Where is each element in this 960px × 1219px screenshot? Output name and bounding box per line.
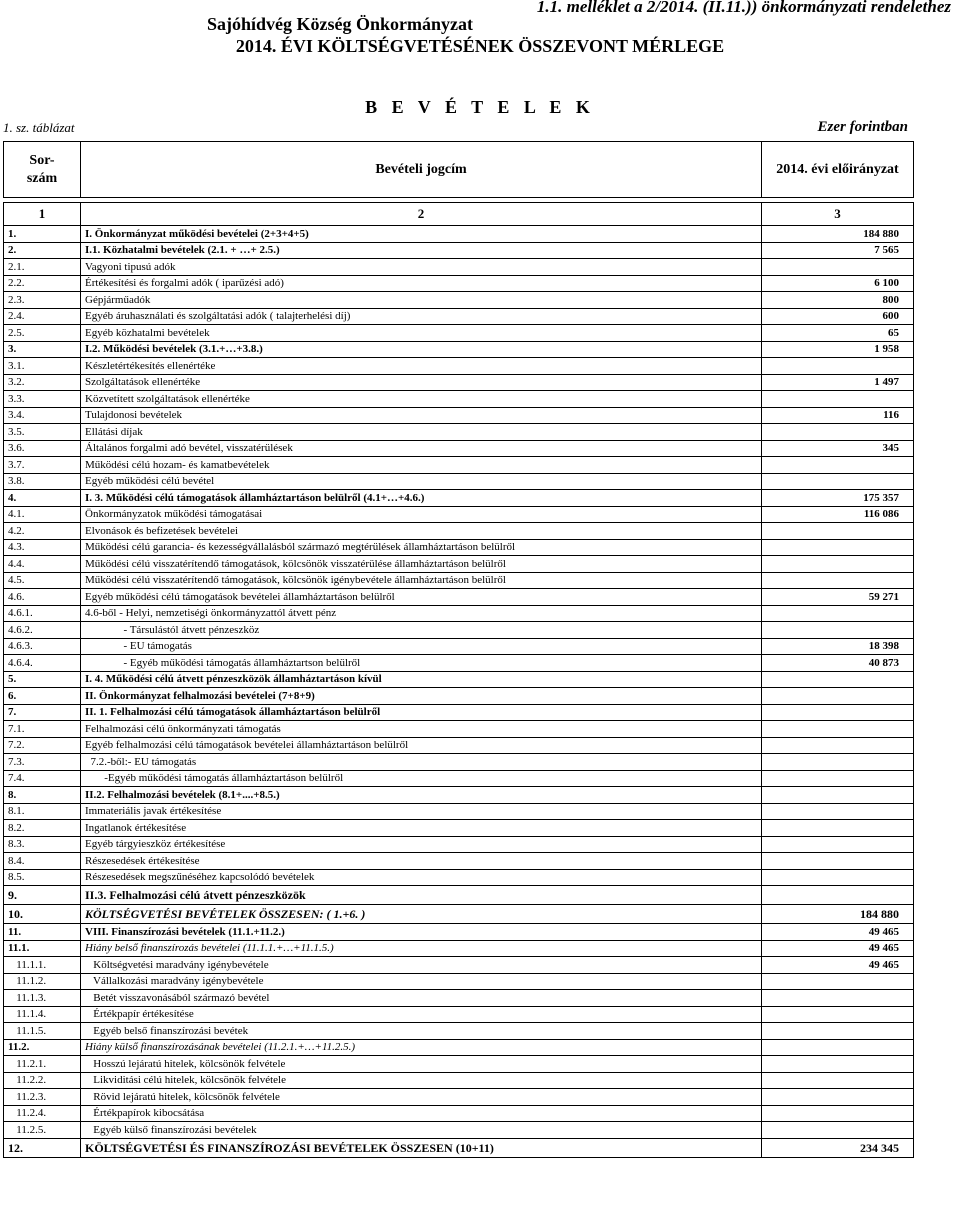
table-row xyxy=(4,325,914,342)
table-row xyxy=(4,226,914,243)
row-amount xyxy=(762,1056,914,1073)
table-row xyxy=(4,671,914,688)
row-title: Értékesítési és forgalmi adók ( iparűzési adó) xyxy=(81,275,762,292)
table-row xyxy=(4,1006,914,1023)
row-title: Hosszú lejáratú hitelek, kölcsönök felvétele xyxy=(81,1056,762,1073)
table-row xyxy=(4,1122,914,1139)
row-title: Működési célú visszatérítendő támogatások, kölcsönök igénybevétele államháztartáson belülről xyxy=(81,572,762,589)
row-amount xyxy=(762,473,914,490)
row-amount xyxy=(762,704,914,721)
row-title: II. 1. Felhalmozási célú támogatások államháztartáson belülről xyxy=(81,704,762,721)
row-serial: 7. xyxy=(4,704,81,721)
row-serial: 11. xyxy=(4,924,81,941)
row-title: 4.6-ből - Helyi, nemzetiségi önkormányzattól átvett pénz xyxy=(81,605,762,622)
row-amount: 59 271 xyxy=(762,589,914,606)
table-row xyxy=(4,1138,914,1157)
row-amount: 18 398 xyxy=(762,638,914,655)
header-amount: 2014. évi előirányzat xyxy=(762,142,914,198)
table-row xyxy=(4,523,914,540)
annex-reference: 1.1. melléklet a 2/2014. (II.11.)) önkormányzati rendelethez xyxy=(536,0,951,16)
row-amount xyxy=(762,424,914,441)
row-title: Immateriális javak értékesítése xyxy=(81,803,762,820)
row-title: Értékpapírok kibocsátása xyxy=(81,1105,762,1122)
row-amount xyxy=(762,737,914,754)
row-amount: 6 100 xyxy=(762,275,914,292)
row-title: Általános forgalmi adó bevétel, visszatérülések xyxy=(81,440,762,457)
row-serial: 4.6.4. xyxy=(4,655,81,672)
row-amount xyxy=(762,671,914,688)
table-row xyxy=(4,440,914,457)
table-row xyxy=(4,770,914,787)
row-serial: 4.5. xyxy=(4,572,81,589)
row-title: Készletértékesítés ellenértéke xyxy=(81,358,762,375)
row-serial: 9. xyxy=(4,886,81,905)
row-title: Egyéb működési célú bevétel xyxy=(81,473,762,490)
row-title: Betét visszavonásából származó bevétel xyxy=(81,990,762,1007)
row-amount xyxy=(762,539,914,556)
table-row xyxy=(4,292,914,309)
table-row xyxy=(4,1039,914,1056)
row-amount xyxy=(762,770,914,787)
row-serial: 7.2. xyxy=(4,737,81,754)
row-amount xyxy=(762,754,914,771)
row-title: I. Önkormányzat működési bevételei (2+3+4+5) xyxy=(81,226,762,243)
row-serial: 3.2. xyxy=(4,374,81,391)
header-row xyxy=(4,142,914,198)
row-amount xyxy=(762,721,914,738)
row-amount: 116 xyxy=(762,407,914,424)
row-title: Részesedések értékesítése xyxy=(81,853,762,870)
row-title: Egyéb tárgyieszköz értékesítése xyxy=(81,836,762,853)
row-amount xyxy=(762,787,914,804)
row-title: Hiány külső finanszírozásának bevételei (11.2.1.+…+11.2.5.) xyxy=(81,1039,762,1056)
row-serial: 3.7. xyxy=(4,457,81,474)
row-amount xyxy=(762,973,914,990)
row-serial: 8.1. xyxy=(4,803,81,820)
row-title: Gépjárműadók xyxy=(81,292,762,309)
row-amount xyxy=(762,457,914,474)
table-row xyxy=(4,391,914,408)
row-title: Felhalmozási célú önkormányzati támogatás xyxy=(81,721,762,738)
table-number: 1. sz. táblázat xyxy=(3,120,75,135)
table-row xyxy=(4,275,914,292)
row-title: Részesedések megszűnéséhez kapcsolódó bevételek xyxy=(81,869,762,886)
row-title: KÖLTSÉGVETÉSI ÉS FINANSZÍROZÁSI BEVÉTELEK ÖSSZESEN (10+11) xyxy=(81,1138,762,1157)
row-serial: 11.2.1. xyxy=(4,1056,81,1073)
table-row xyxy=(4,407,914,424)
table-row xyxy=(4,1105,914,1122)
table-row xyxy=(4,957,914,974)
row-serial: 11.2.3. xyxy=(4,1089,81,1106)
row-amount xyxy=(762,572,914,589)
row-title: Rövid lejáratú hitelek, kölcsönök felvétele xyxy=(81,1089,762,1106)
row-serial: 4.3. xyxy=(4,539,81,556)
row-title: Elvonások és befizetések bevételei xyxy=(81,523,762,540)
row-title: I.2. Működési bevételek (3.1.+…+3.8.) xyxy=(81,341,762,358)
row-title: - Társulástól átvett pénzeszköz xyxy=(81,622,762,639)
row-serial: 8.2. xyxy=(4,820,81,837)
row-amount xyxy=(762,622,914,639)
row-serial: 3.1. xyxy=(4,358,81,375)
row-serial: 4.6. xyxy=(4,589,81,606)
row-amount xyxy=(762,1072,914,1089)
row-title: VIII. Finanszírozási bevételek (11.1.+11.2.) xyxy=(81,924,762,941)
row-amount: 234 345 xyxy=(762,1138,914,1157)
row-amount xyxy=(762,358,914,375)
row-title: Szolgáltatások ellenértéke xyxy=(81,374,762,391)
row-amount: 1 497 xyxy=(762,374,914,391)
row-serial: 8.3. xyxy=(4,836,81,853)
row-title: II. Önkormányzat felhalmozási bevételei (7+8+9) xyxy=(81,688,762,705)
table-row xyxy=(4,424,914,441)
row-serial: 5. xyxy=(4,671,81,688)
row-amount xyxy=(762,853,914,870)
row-serial: 6. xyxy=(4,688,81,705)
row-amount xyxy=(762,1122,914,1139)
table-row xyxy=(4,506,914,523)
colnum-1: 1 xyxy=(4,203,81,226)
row-serial: 2.1. xyxy=(4,259,81,276)
table-row xyxy=(4,308,914,325)
table-row xyxy=(4,572,914,589)
row-title: II.2. Felhalmozási bevételek (8.1+....+8.5.) xyxy=(81,787,762,804)
row-amount: 7 565 xyxy=(762,242,914,259)
row-amount xyxy=(762,523,914,540)
table-row xyxy=(4,1089,914,1106)
row-title: Közvetített szolgáltatások ellenértéke xyxy=(81,391,762,408)
document-title: Sajóhídvég Község Önkormányzat xyxy=(206,14,473,34)
table-row xyxy=(4,905,914,924)
row-title: Egyéb külső finanszírozási bevételek xyxy=(81,1122,762,1139)
row-serial: 3.8. xyxy=(4,473,81,490)
budget-table xyxy=(3,141,914,1158)
row-title: 7.2.-ből:- EU támogatás xyxy=(81,754,762,771)
table-row xyxy=(4,737,914,754)
row-serial: 4.6.2. xyxy=(4,622,81,639)
header-title: Bevételi jogcím xyxy=(81,142,762,198)
row-title: Vagyoni tipusú adók xyxy=(81,259,762,276)
row-amount xyxy=(762,836,914,853)
row-amount: 49 465 xyxy=(762,924,914,941)
table-row xyxy=(4,704,914,721)
row-amount: 65 xyxy=(762,325,914,342)
row-amount: 175 357 xyxy=(762,490,914,507)
row-title: - Egyéb működési támogatás államháztartson belülről xyxy=(81,655,762,672)
table-row xyxy=(4,990,914,1007)
row-serial: 7.4. xyxy=(4,770,81,787)
table-row xyxy=(4,688,914,705)
row-serial: 11.1.3. xyxy=(4,990,81,1007)
row-serial: 2.4. xyxy=(4,308,81,325)
row-title: Egyéb közhatalmi bevételek xyxy=(81,325,762,342)
row-title: Egyéb működési célú támogatások bevételei államháztartáson belülről xyxy=(81,589,762,606)
row-amount xyxy=(762,1039,914,1056)
row-title: Vállalkozási maradvány igénybevétele xyxy=(81,973,762,990)
row-serial: 8.5. xyxy=(4,869,81,886)
table-row xyxy=(4,1056,914,1073)
row-title: Egyéb felhalmozási célú támogatások bevételei államháztartáson belülről xyxy=(81,737,762,754)
table-row xyxy=(4,754,914,771)
row-amount: 184 880 xyxy=(762,226,914,243)
row-amount xyxy=(762,1023,914,1040)
row-amount xyxy=(762,1089,914,1106)
row-amount: 600 xyxy=(762,308,914,325)
row-serial: 3.6. xyxy=(4,440,81,457)
document-subtitle: 2014. ÉVI KÖLTSÉGVETÉSÉNEK ÖSSZEVONT MÉRLEGE xyxy=(235,36,725,56)
row-serial: 4.1. xyxy=(4,506,81,523)
row-serial: 4.6.3. xyxy=(4,638,81,655)
row-title: Hiány belső finanszírozás bevételei (11.1.1.+…+11.1.5.) xyxy=(81,940,762,957)
table-row xyxy=(4,539,914,556)
table-row xyxy=(4,358,914,375)
table-row xyxy=(4,869,914,886)
row-title: I. 4. Működési célú átvett pénzeszközök államháztartáson kívül xyxy=(81,671,762,688)
row-serial: 11.1.5. xyxy=(4,1023,81,1040)
colnum-2: 2 xyxy=(81,203,762,226)
row-serial: 7.1. xyxy=(4,721,81,738)
row-title: Önkormányzatok működési támogatásai xyxy=(81,506,762,523)
row-amount: 116 086 xyxy=(762,506,914,523)
table-row xyxy=(4,1023,914,1040)
row-title: KÖLTSÉGVETÉSI BEVÉTELEK ÖSSZESEN: ( 1.+6. ) xyxy=(81,905,762,924)
row-amount xyxy=(762,886,914,905)
row-title: Ingatlanok értékesítése xyxy=(81,820,762,837)
row-amount xyxy=(762,803,914,820)
table-row xyxy=(4,638,914,655)
table-row xyxy=(4,655,914,672)
row-title: Likviditási célú hitelek, kölcsönök felvétele xyxy=(81,1072,762,1089)
table-row xyxy=(4,940,914,957)
row-title: Költségvetési maradvány igénybevétele xyxy=(81,957,762,974)
unit-label: Ezer forintban xyxy=(817,119,908,135)
row-serial: 3.4. xyxy=(4,407,81,424)
row-serial: 8.4. xyxy=(4,853,81,870)
row-serial: 4.4. xyxy=(4,556,81,573)
table-row xyxy=(4,886,914,905)
column-number-row xyxy=(4,203,914,226)
row-amount xyxy=(762,688,914,705)
row-serial: 11.2. xyxy=(4,1039,81,1056)
table-row xyxy=(4,787,914,804)
row-serial: 11.1.4. xyxy=(4,1006,81,1023)
row-serial: 11.1. xyxy=(4,940,81,957)
row-amount: 184 880 xyxy=(762,905,914,924)
row-serial: 2. xyxy=(4,242,81,259)
row-serial: 12. xyxy=(4,1138,81,1157)
row-amount: 49 465 xyxy=(762,957,914,974)
table-row xyxy=(4,721,914,738)
row-title: Tulajdonosi bevételek xyxy=(81,407,762,424)
row-serial: 11.2.4. xyxy=(4,1105,81,1122)
row-serial: 3.5. xyxy=(4,424,81,441)
row-serial: 10. xyxy=(4,905,81,924)
row-title: -Egyéb működési támogatás államháztartáson belülről xyxy=(81,770,762,787)
table-row xyxy=(4,803,914,820)
table-row xyxy=(4,605,914,622)
row-serial: 11.1.1. xyxy=(4,957,81,974)
table-row xyxy=(4,853,914,870)
row-amount xyxy=(762,820,914,837)
table-row xyxy=(4,820,914,837)
table-row xyxy=(4,341,914,358)
row-serial: 4.2. xyxy=(4,523,81,540)
row-serial: 1. xyxy=(4,226,81,243)
table-row xyxy=(4,622,914,639)
row-amount: 49 465 xyxy=(762,940,914,957)
row-title: Egyéb áruhasználati és szolgáltatási adók ( talajterhelési díj) xyxy=(81,308,762,325)
row-title: Működési célú garancia- és kezességvállalásból származó megtérülések államháztartáson belülről xyxy=(81,539,762,556)
row-amount xyxy=(762,556,914,573)
row-serial: 11.2.5. xyxy=(4,1122,81,1139)
row-amount: 40 873 xyxy=(762,655,914,672)
table-row xyxy=(4,457,914,474)
table-row xyxy=(4,924,914,941)
header-serial: Sor- szám xyxy=(4,142,81,198)
table-row xyxy=(4,973,914,990)
row-amount xyxy=(762,605,914,622)
row-amount xyxy=(762,391,914,408)
row-serial: 11.2.2. xyxy=(4,1072,81,1089)
row-serial: 2.2. xyxy=(4,275,81,292)
row-title: Értékpapír értékesítése xyxy=(81,1006,762,1023)
row-serial: 3.3. xyxy=(4,391,81,408)
row-serial: 2.5. xyxy=(4,325,81,342)
row-serial: 4.6.1. xyxy=(4,605,81,622)
row-title: - EU támogatás xyxy=(81,638,762,655)
row-amount: 345 xyxy=(762,440,914,457)
table-row xyxy=(4,1072,914,1089)
row-title: Működési célú hozam- és kamatbevételek xyxy=(81,457,762,474)
row-title: Működési célú visszatérítendő támogatások, kölcsönök visszatérülése államháztartáson belülről xyxy=(81,556,762,573)
row-amount xyxy=(762,869,914,886)
row-amount: 800 xyxy=(762,292,914,309)
row-title: Egyéb belső finanszírozási bevétek xyxy=(81,1023,762,1040)
table-row xyxy=(4,473,914,490)
row-title: Ellátási díjak xyxy=(81,424,762,441)
table-row xyxy=(4,490,914,507)
row-amount: 1 958 xyxy=(762,341,914,358)
colnum-3: 3 xyxy=(762,203,914,226)
row-title: I. 3. Működési célú támogatások államháztartáson belülről (4.1+…+4.6.) xyxy=(81,490,762,507)
table-row xyxy=(4,836,914,853)
table-row xyxy=(4,374,914,391)
section-heading: B E V É T E L E K xyxy=(365,97,595,117)
row-amount xyxy=(762,1006,914,1023)
table-row xyxy=(4,589,914,606)
row-serial: 2.3. xyxy=(4,292,81,309)
row-serial: 7.3. xyxy=(4,754,81,771)
table-row xyxy=(4,242,914,259)
table-row xyxy=(4,259,914,276)
row-title: I.1. Közhatalmi bevételek (2.1. + …+ 2.5.) xyxy=(81,242,762,259)
row-serial: 11.1.2. xyxy=(4,973,81,990)
row-serial: 4. xyxy=(4,490,81,507)
row-serial: 3. xyxy=(4,341,81,358)
row-serial: 8. xyxy=(4,787,81,804)
table-row xyxy=(4,556,914,573)
row-title: II.3. Felhalmozási célú átvett pénzeszközök xyxy=(81,886,762,905)
row-amount xyxy=(762,990,914,1007)
row-amount xyxy=(762,259,914,276)
row-amount xyxy=(762,1105,914,1122)
